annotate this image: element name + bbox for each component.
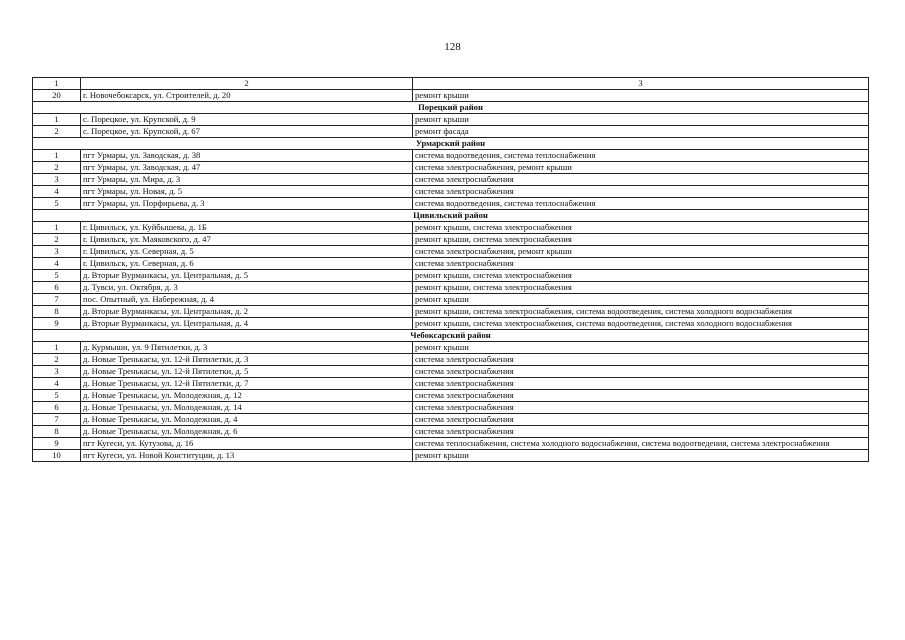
row-number-cell: 2 xyxy=(33,234,81,246)
address-cell: пгт Урмары, ул. Мира, д. 3 xyxy=(81,174,413,186)
work-type-cell: ремонт крыши, система электроснабжения, система водоотведения, система холодного водоснабжения xyxy=(413,306,869,318)
repair-table xyxy=(32,77,869,462)
row-number-cell: 7 xyxy=(33,294,81,306)
table-row xyxy=(33,282,869,294)
work-type-cell: ремонт крыши xyxy=(413,90,869,102)
work-type-cell: система теплоснабжения, система холодного водоснабжения, система водоотведения, система электроснабжения xyxy=(413,438,869,450)
work-type-cell: ремонт крыши xyxy=(413,342,869,354)
row-number-cell: 6 xyxy=(33,402,81,414)
work-type-cell: ремонт крыши xyxy=(413,294,869,306)
address-cell: д. Вторые Вурманкасы, ул. Центральная, д. 2 xyxy=(81,306,413,318)
table-row xyxy=(33,438,869,450)
row-number-cell: 1 xyxy=(33,222,81,234)
row-number-cell: 20 xyxy=(33,90,81,102)
table-row xyxy=(33,150,869,162)
address-cell: д. Вторые Вурманкасы, ул. Центральная, д. 4 xyxy=(81,318,413,330)
work-type-cell: система водоотведения, система теплоснабжения xyxy=(413,198,869,210)
work-type-cell: система электроснабжения xyxy=(413,174,869,186)
row-number-cell: 5 xyxy=(33,198,81,210)
work-type-cell: система электроснабжения, ремонт крыши xyxy=(413,246,869,258)
row-number-cell: 6 xyxy=(33,282,81,294)
district-section-row xyxy=(33,138,869,150)
district-title: Чебоксарский район xyxy=(33,330,869,342)
row-number-cell: 10 xyxy=(33,450,81,462)
table-row xyxy=(33,114,869,126)
row-number-cell: 4 xyxy=(33,378,81,390)
address-cell: г. Новочебоксарск, ул. Строителей, д. 20 xyxy=(81,90,413,102)
district-title: Урмарский район xyxy=(33,138,869,150)
row-number-cell: 7 xyxy=(33,414,81,426)
row-number-cell: 8 xyxy=(33,306,81,318)
address-cell: д. Новые Тренькасы, ул. Молодежная, д. 12 xyxy=(81,390,413,402)
work-type-cell: ремонт крыши, система электроснабжения, система водоотведения, система холодного водоснабжения xyxy=(413,318,869,330)
district-title: Порецкий район xyxy=(33,102,869,114)
row-number-cell: 4 xyxy=(33,186,81,198)
table-body xyxy=(33,78,869,462)
work-type-cell: система электроснабжения xyxy=(413,378,869,390)
column-number-1: 1 xyxy=(33,78,81,90)
row-number-cell: 4 xyxy=(33,258,81,270)
column-number-row xyxy=(33,78,869,90)
address-cell: пгт Урмары, ул. Новая, д. 5 xyxy=(81,186,413,198)
table-row xyxy=(33,306,869,318)
table-row xyxy=(33,294,869,306)
address-cell: г. Цивильск, ул. Маяковского, д. 47 xyxy=(81,234,413,246)
row-number-cell: 9 xyxy=(33,318,81,330)
row-number-cell: 5 xyxy=(33,390,81,402)
work-type-cell: ремонт крыши, система электроснабжения xyxy=(413,282,869,294)
address-cell: д. Новые Тренькасы, ул. Молодежная, д. 4 xyxy=(81,414,413,426)
table-row xyxy=(33,258,869,270)
address-cell: г. Цивильск, ул. Северная, д. 5 xyxy=(81,246,413,258)
table-row xyxy=(33,378,869,390)
table-row xyxy=(33,390,869,402)
column-number-2: 2 xyxy=(81,78,413,90)
address-cell: д. Новые Тренькасы, ул. Молодежная, д. 6 xyxy=(81,426,413,438)
district-title: Цивильский район xyxy=(33,210,869,222)
table-row xyxy=(33,366,869,378)
district-section-row xyxy=(33,102,869,114)
row-number-cell: 2 xyxy=(33,354,81,366)
page-number: 128 xyxy=(444,41,461,53)
table-row xyxy=(33,246,869,258)
table-row xyxy=(33,186,869,198)
address-cell: д. Новые Тренькасы, ул. 12-й Пятилетки, д. 3 xyxy=(81,354,413,366)
work-type-cell: система электроснабжения xyxy=(413,390,869,402)
work-type-cell: ремонт фасада xyxy=(413,126,869,138)
table-row xyxy=(33,354,869,366)
table-row xyxy=(33,342,869,354)
address-cell: д. Новые Тренькасы, ул. 12-й Пятилетки, д. 5 xyxy=(81,366,413,378)
work-type-cell: ремонт крыши, система электроснабжения xyxy=(413,222,869,234)
work-type-cell: ремонт крыши, система электроснабжения xyxy=(413,270,869,282)
table-row xyxy=(33,414,869,426)
row-number-cell: 3 xyxy=(33,174,81,186)
district-section-row xyxy=(33,210,869,222)
row-number-cell: 2 xyxy=(33,162,81,174)
work-type-cell: система электроснабжения xyxy=(413,402,869,414)
work-type-cell: система электроснабжения, ремонт крыши xyxy=(413,162,869,174)
table-row xyxy=(33,318,869,330)
work-type-cell: система электроснабжения xyxy=(413,258,869,270)
table-row xyxy=(33,126,869,138)
address-cell: пос. Опытный, ул. Набережная, д. 4 xyxy=(81,294,413,306)
table-row xyxy=(33,270,869,282)
address-cell: с. Порецкое, ул. Крупской, д. 9 xyxy=(81,114,413,126)
work-type-cell: система электроснабжения xyxy=(413,186,869,198)
address-cell: пгт Кугеси, ул. Новой Конституции, д. 13 xyxy=(81,450,413,462)
row-number-cell: 8 xyxy=(33,426,81,438)
address-cell: д. Новые Тренькасы, ул. 12-й Пятилетки, д. 7 xyxy=(81,378,413,390)
table-row xyxy=(33,198,869,210)
work-type-cell: система электроснабжения xyxy=(413,366,869,378)
work-type-cell: ремонт крыши xyxy=(413,114,869,126)
table-row xyxy=(33,90,869,102)
table-row xyxy=(33,450,869,462)
work-type-cell: система электроснабжения xyxy=(413,414,869,426)
row-number-cell: 5 xyxy=(33,270,81,282)
address-cell: д. Курмыши, ул. 9 Пятилетки, д. 3 xyxy=(81,342,413,354)
table-row xyxy=(33,426,869,438)
address-cell: пгт Урмары, ул. Порфирьева, д. 3 xyxy=(81,198,413,210)
work-type-cell: ремонт крыши, система электроснабжения xyxy=(413,234,869,246)
address-cell: пгт Урмары, ул. Заводская, д. 47 xyxy=(81,162,413,174)
row-number-cell: 3 xyxy=(33,246,81,258)
row-number-cell: 9 xyxy=(33,438,81,450)
row-number-cell: 1 xyxy=(33,342,81,354)
table-row xyxy=(33,162,869,174)
district-section-row xyxy=(33,330,869,342)
work-type-cell: ремонт крыши xyxy=(413,450,869,462)
address-cell: г. Цивильск, ул. Северная, д. 6 xyxy=(81,258,413,270)
work-type-cell: система водоотведения, система теплоснабжения xyxy=(413,150,869,162)
table-row xyxy=(33,402,869,414)
row-number-cell: 3 xyxy=(33,366,81,378)
table-row xyxy=(33,234,869,246)
table-row xyxy=(33,174,869,186)
address-cell: д. Вторые Вурманкасы, ул. Центральная, д. 5 xyxy=(81,270,413,282)
address-cell: пгт Урмары, ул. Заводская, д. 38 xyxy=(81,150,413,162)
address-cell: д. Новые Тренькасы, ул. Молодежная, д. 14 xyxy=(81,402,413,414)
address-cell: с. Порецкое, ул. Крупской, д. 67 xyxy=(81,126,413,138)
address-cell: пгт Кугеси, ул. Кутузова, д. 16 xyxy=(81,438,413,450)
address-cell: д. Тувси, ул. Октября, д. 3 xyxy=(81,282,413,294)
column-number-3: 3 xyxy=(413,78,869,90)
address-cell: г. Цивильск, ул. Куйбышева, д. 1Б xyxy=(81,222,413,234)
row-number-cell: 1 xyxy=(33,114,81,126)
row-number-cell: 2 xyxy=(33,126,81,138)
work-type-cell: система электроснабжения xyxy=(413,426,869,438)
work-type-cell: система электроснабжения xyxy=(413,354,869,366)
row-number-cell: 1 xyxy=(33,150,81,162)
table-row xyxy=(33,222,869,234)
